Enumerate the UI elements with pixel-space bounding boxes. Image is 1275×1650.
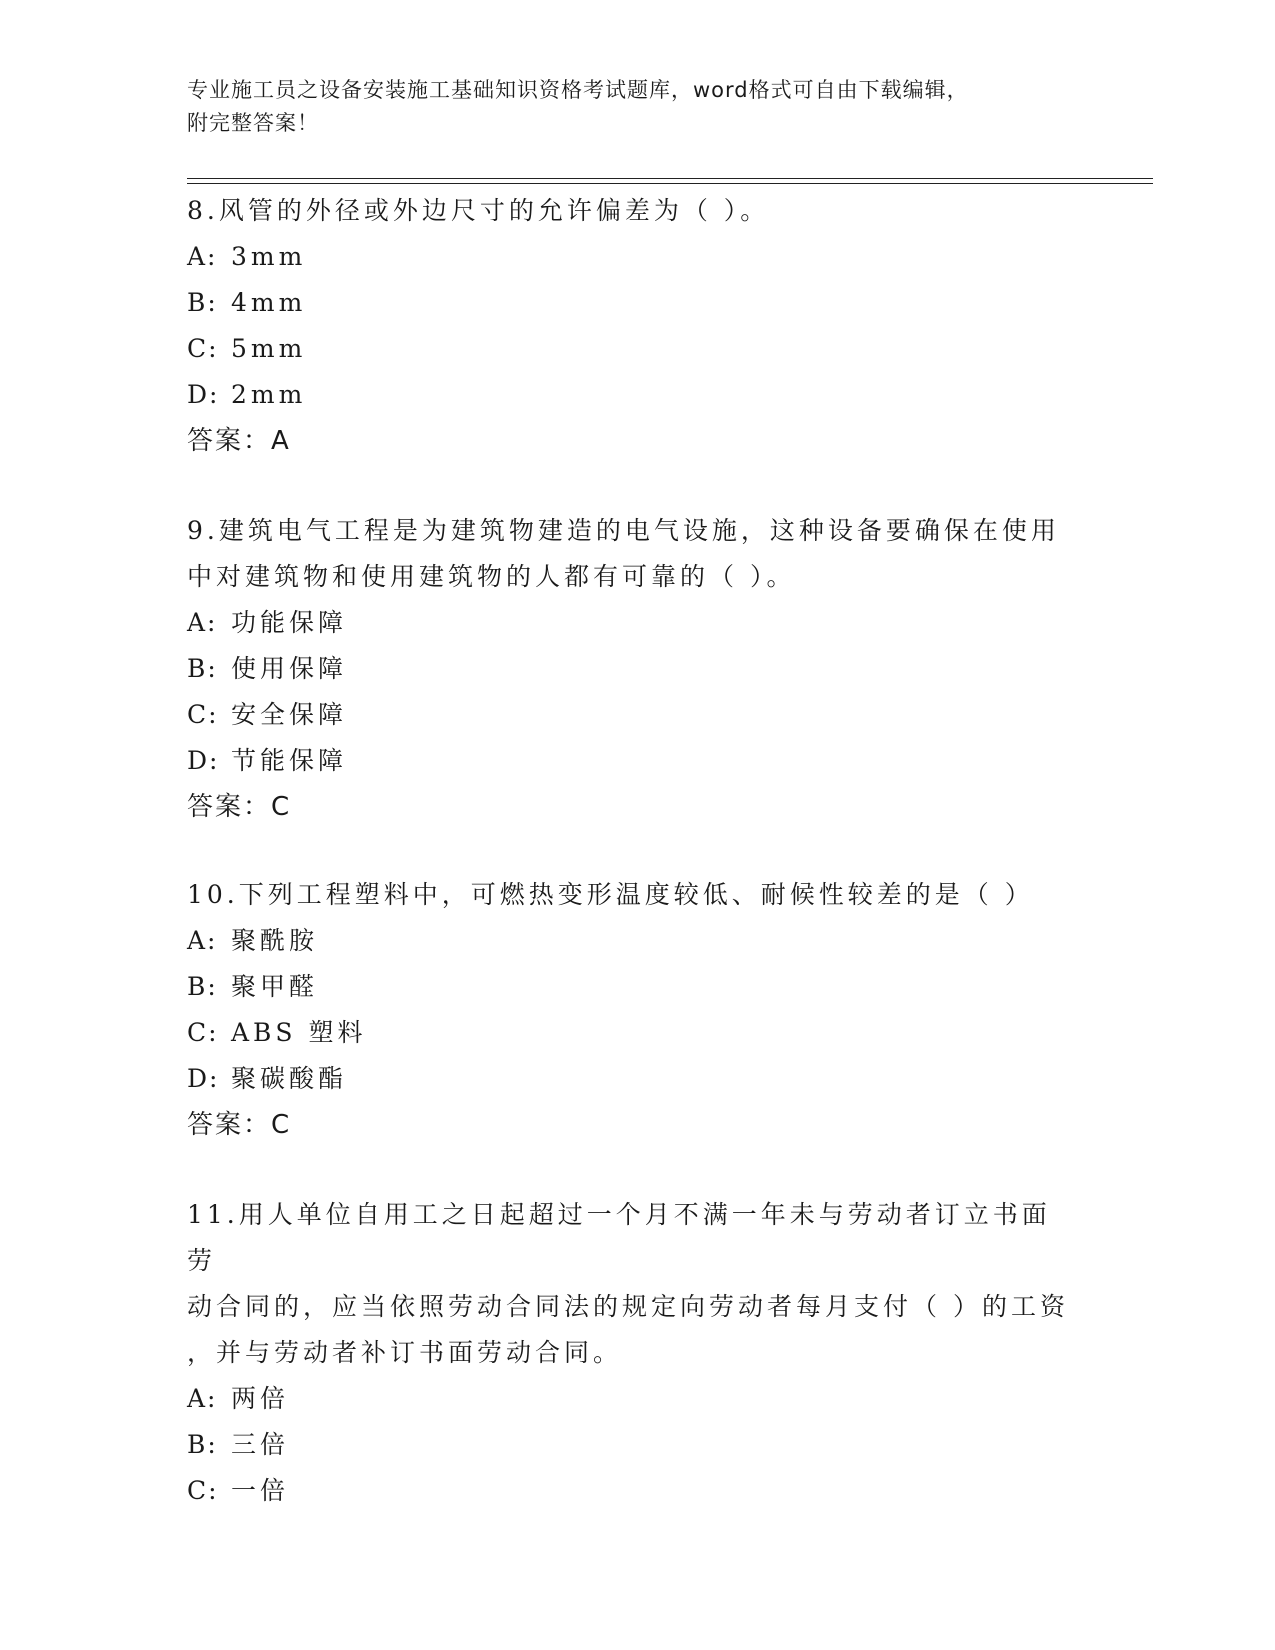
question-9 bbox=[187, 508, 1077, 830]
question-stem: 10.下列工程塑料中，可燃热变形温度较低、耐候性较差的是（ ） bbox=[187, 880, 1034, 909]
option-letter: D: bbox=[187, 1064, 220, 1093]
option-a bbox=[187, 918, 1077, 964]
option-text: 两倍 bbox=[231, 1384, 290, 1413]
option-text: 聚酰胺 bbox=[231, 926, 319, 955]
option-letter: B: bbox=[187, 1430, 218, 1459]
option-d bbox=[187, 738, 1077, 784]
option-a bbox=[187, 1376, 1077, 1422]
option-text: 功能保障 bbox=[231, 608, 348, 637]
option-b bbox=[187, 1422, 1077, 1468]
question-stem-line-2: 动合同的，应当依照劳动合同法的规定向劳动者每月支付（ ）的工资 bbox=[187, 1292, 1069, 1321]
header-rule-top bbox=[187, 178, 1153, 179]
question-8 bbox=[187, 188, 1077, 464]
option-b bbox=[187, 646, 1077, 692]
question-stem-line-1: 9.建筑电气工程是为建筑物建造的电气设施，这种设备要确保在使用 bbox=[187, 516, 1060, 545]
answer-line: 答案：C bbox=[187, 1110, 292, 1140]
header-line-2: 附完整答案！ bbox=[187, 111, 319, 135]
option-d bbox=[187, 1056, 1077, 1102]
option-text: 节能保障 bbox=[231, 746, 348, 775]
option-letter: C: bbox=[187, 700, 219, 729]
option-letter: D: bbox=[187, 746, 220, 775]
option-text: 三倍 bbox=[231, 1430, 290, 1459]
option-b bbox=[187, 280, 1077, 326]
option-text: ABS 塑料 bbox=[231, 1018, 367, 1047]
option-text: 2mm bbox=[231, 380, 307, 409]
option-letter: C: bbox=[187, 1476, 219, 1505]
option-d bbox=[187, 372, 1077, 418]
option-letter: A: bbox=[187, 608, 218, 637]
option-letter: A: bbox=[187, 242, 218, 271]
option-a bbox=[187, 234, 1077, 280]
option-letter: B: bbox=[187, 972, 218, 1001]
option-text: 3mm bbox=[231, 242, 307, 271]
header-line-1: 专业施工员之设备安装施工基础知识资格考试题库，word格式可自由下载编辑， bbox=[187, 78, 969, 102]
option-letter: A: bbox=[187, 926, 218, 955]
option-letter: C: bbox=[187, 1018, 219, 1047]
question-11 bbox=[187, 1192, 1077, 1514]
option-c bbox=[187, 1468, 1077, 1514]
option-letter: C: bbox=[187, 334, 219, 363]
option-text: 使用保障 bbox=[231, 654, 348, 683]
option-letter: D: bbox=[187, 380, 220, 409]
header-rule-bottom bbox=[187, 183, 1153, 184]
option-letter: B: bbox=[187, 654, 218, 683]
option-letter: A: bbox=[187, 1384, 218, 1413]
answer-line: 答案：C bbox=[187, 792, 292, 822]
question-stem: 8.风管的外径或外边尺寸的允许偏差为（ ）。 bbox=[187, 196, 770, 225]
option-text: 一倍 bbox=[231, 1476, 290, 1505]
option-text: 4mm bbox=[231, 288, 307, 317]
question-stem-line-2: 中对建筑物和使用建筑物的人都有可靠的（ ）。 bbox=[187, 562, 796, 591]
option-b bbox=[187, 964, 1077, 1010]
question-stem-line-1: 11.用人单位自用工之日起超过一个月不满一年未与劳动者订立书面劳 bbox=[187, 1200, 1051, 1275]
option-text: 聚甲醛 bbox=[231, 972, 319, 1001]
option-c bbox=[187, 692, 1077, 738]
option-text: 5mm bbox=[231, 334, 307, 363]
option-c bbox=[187, 1010, 1077, 1056]
option-letter: B: bbox=[187, 288, 218, 317]
option-a bbox=[187, 600, 1077, 646]
option-text: 聚碳酸酯 bbox=[231, 1064, 348, 1093]
question-10 bbox=[187, 872, 1077, 1148]
document-header bbox=[187, 74, 1087, 140]
answer-line: 答案：A bbox=[187, 426, 291, 456]
option-c bbox=[187, 326, 1077, 372]
option-text: 安全保障 bbox=[231, 700, 348, 729]
question-stem-line-3: ，并与劳动者补订书面劳动合同。 bbox=[187, 1338, 623, 1367]
